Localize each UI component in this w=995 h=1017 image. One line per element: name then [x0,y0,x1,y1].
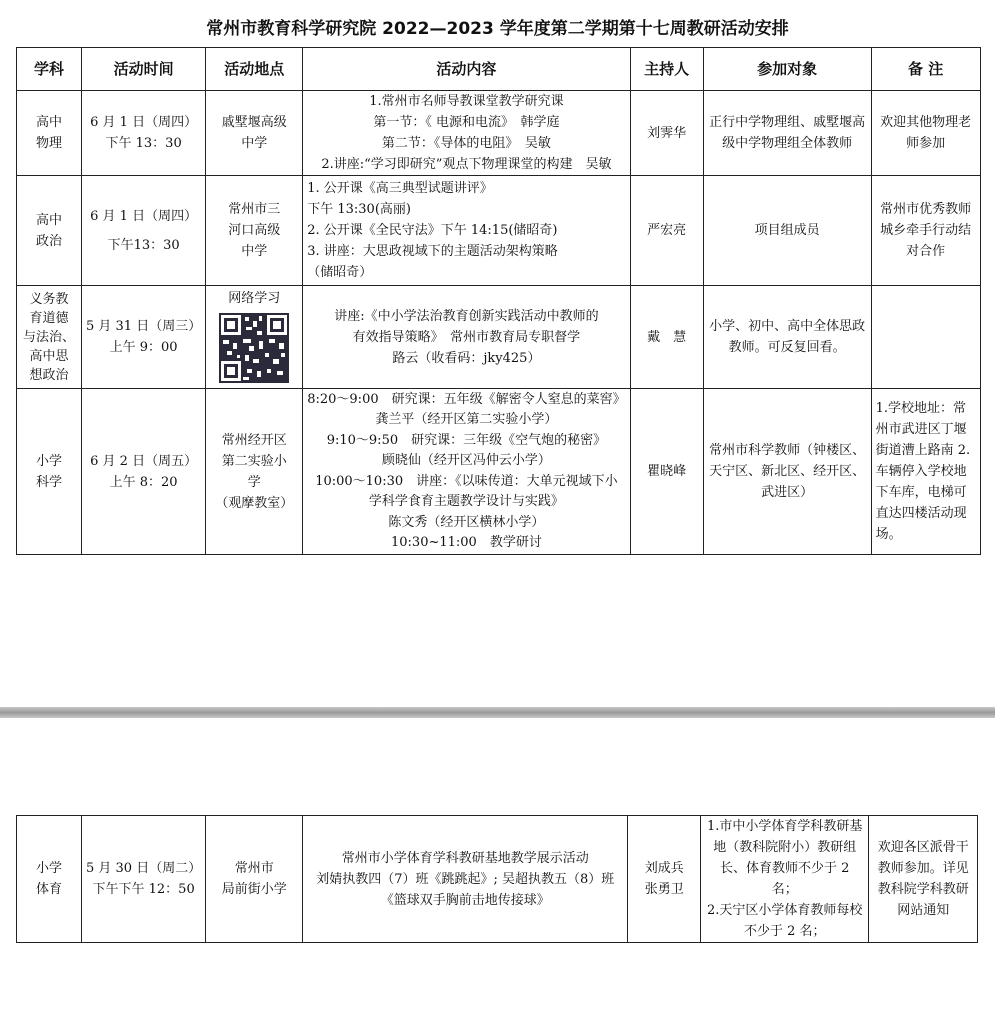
cell-remark: 1.学校地址：常州市武进区丁堰街道漕上路南 2.车辆停入学校地下车库，电梯可直达四楼活动现场。 [871,389,980,555]
cell-content: 1. 公开课《高三典型试题讲评》 下午 13:30(高丽) 2. 公开课《全民守法》下午 14:15(储昭奇) 3. 讲座：大思政视域下的主题活动架构策略 （储昭奇） [303,176,630,286]
cell-host: 严宏亮 [630,176,703,286]
cell-time: 5 月 30 日（周二） 下午下午 12：50 [82,816,206,943]
cell-participants: 常州市科学教师（钟楼区、天宁区、新北区、经开区、武进区） [703,389,871,555]
header-time: 活动时间 [82,48,206,91]
cell-subject: 高中 政治 [17,176,82,286]
header-subject: 学科 [17,48,82,91]
cell-subject: 小学 科学 [17,389,82,555]
cell-remark [871,286,980,389]
table-row [17,389,981,555]
cell-host: 刘霁华 [630,91,703,176]
table-row [17,816,978,943]
cell-time: 6 月 2 日（周五） 上午 8：20 [82,389,206,555]
cell-subject: 小学 体育 [17,816,82,943]
cell-content: 常州市小学体育学科教研基地教学展示活动 刘婧执教四（7）班《跳跳起》; 吴超执教五（8）班 《篮球双手胸前击地传接球》 [303,816,628,943]
header-host: 主持人 [630,48,703,91]
cell-host: 刘成兵 张勇卫 [628,816,701,943]
page-title: 常州市教育科学研究院 2022—2023 学年度第二学期第十七周教研活动安排 [206,19,789,39]
cell-subject: 高中 物理 [17,91,82,176]
cell-subject: 义务教 育道德 与法治、 高中思 想政治 [17,286,82,389]
qr-code-icon[interactable] [219,313,289,383]
cell-time: 5 月 31 日（周三） 上午 9：00 [82,286,206,389]
header-remark: 备 注 [871,48,980,91]
cell-host: 瞿晓峰 [630,389,703,555]
cell-content: 1.常州市名师导教课堂教学研究课 第一节：《 电源和电流》 韩学庭 第二节：《导体的电阻》 吴敏 2.讲座:“学习即研究”观点下物理课堂的构建 吴敏 [303,91,630,176]
header-content: 活动内容 [303,48,630,91]
cell-place: 常州市三 河口高级 中学 [206,176,303,286]
cell-remark: 欢迎其他物理老师参加 [871,91,980,176]
cell-participants: 小学、初中、高中全体思政教师。可反复回看。 [703,286,871,389]
table-row [17,91,981,176]
page-divider [0,707,995,718]
cell-remark: 常州市优秀教师城乡牵手行动结对合作 [871,176,980,286]
header-place: 活动地点 [206,48,303,91]
table-row [17,286,981,389]
cell-host: 戴 慧 [630,286,703,389]
cell-participants: 项目组成员 [703,176,871,286]
cell-place: 常州经开区 第二实验小 学 （观摩教室） [206,389,303,555]
table-row [17,176,981,286]
schedule-table-continued [16,815,978,943]
header-row [17,48,981,91]
cell-participants: 1.市中小学体育学科教研基地（教科院附小）教研组长、体育教师不少于 2 名； 2.天宁区小学体育教师每校不少于 2 名； [701,816,869,943]
cell-content: 讲座:《中小学法治教育创新实践活动中教师的 有效指导策略》 常州市教育局专职督学 路云（收看码：jky425） [303,286,630,389]
cell-time: 6 月 1 日（周四） 下午13：30 [82,176,206,286]
header-participants: 参加对象 [703,48,871,91]
cell-place: 常州市 局前街小学 [206,816,303,943]
cell-time: 6 月 1 日（周四） 下午 13：30 [82,91,206,176]
cell-place: 网络学习 [206,286,303,389]
schedule-table [16,47,981,555]
cell-content: 8:20～9:00 研究课：五年级《解密令人窒息的菜窖》 龚兰平（经开区第二实验小学） 9:10～9:50 研究课：三年级《空气炮的秘密》 顾晓仙（经开区冯仲云小学） 10:00～10:30 讲座：《以味传道：大单元视域下小 学科学食育主题教学设计与实践》 陈文秀（经开区横林小学） 10:30~11:00 教学研讨 [303,389,630,555]
cell-remark: 欢迎各区派骨干教师参加。详见教科院学科教研网站通知 [869,816,978,943]
cell-place: 戚墅堰高级 中学 [206,91,303,176]
cell-participants: 正行中学物理组、戚墅堰高级中学物理组全体教师 [703,91,871,176]
